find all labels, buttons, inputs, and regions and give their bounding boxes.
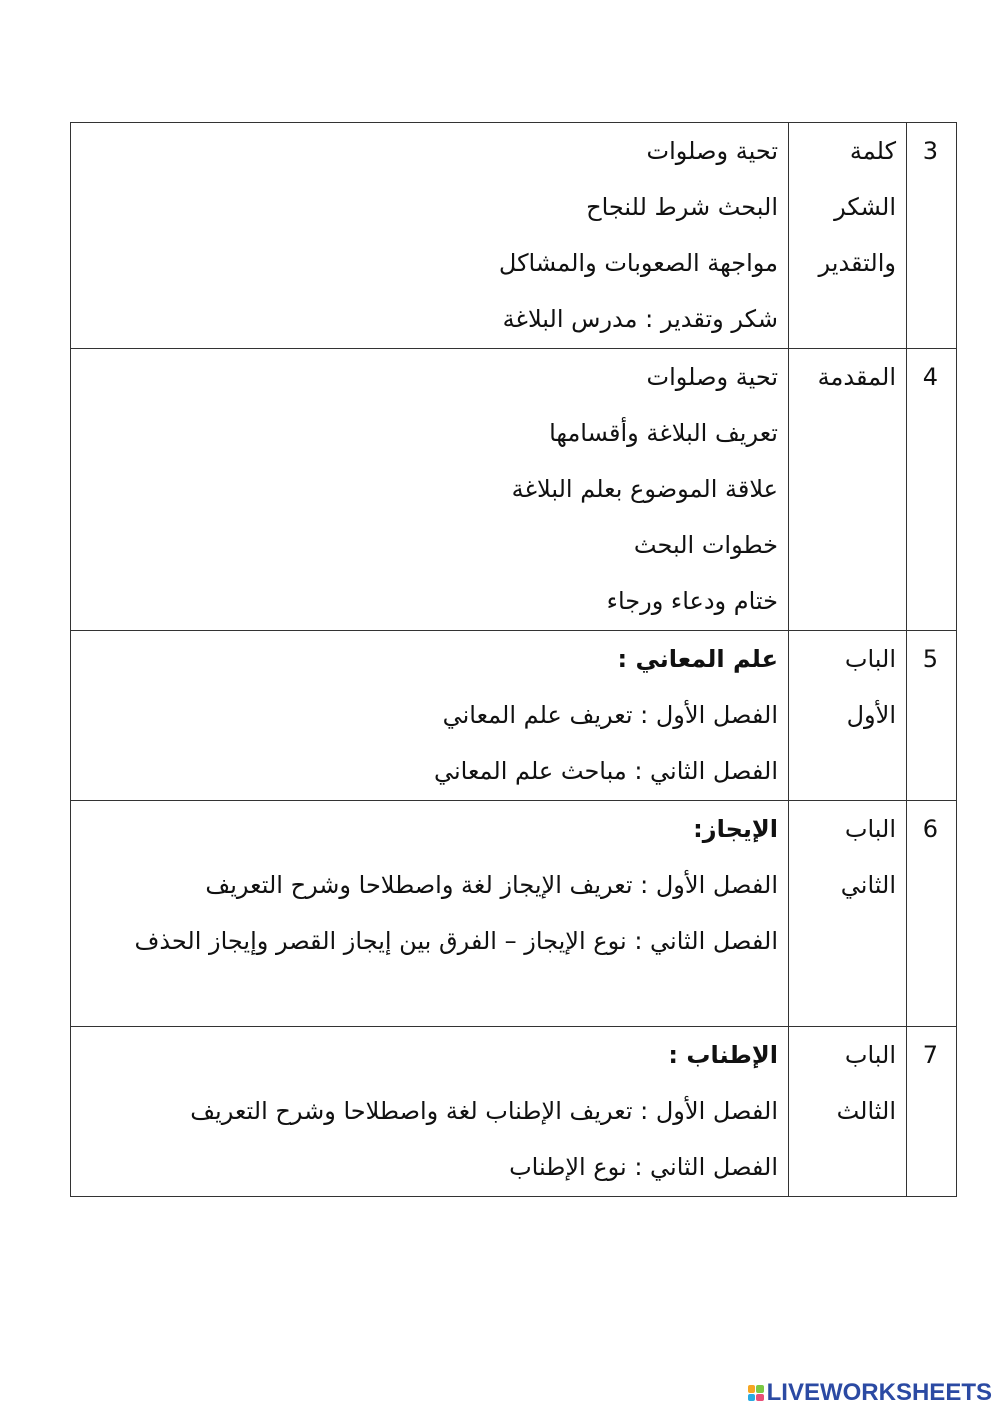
content-line: ختام ودعاء ورجاء bbox=[606, 587, 778, 615]
row-number: 4 bbox=[907, 349, 957, 631]
liveworksheets-logo-icon bbox=[748, 1385, 764, 1401]
content-line: الفصل الثاني : نوع الإيجاز – الفرق بين إيجاز القصر وإيجاز الحذف bbox=[134, 927, 778, 955]
row-number: 5 bbox=[907, 631, 957, 801]
content-line: الفصل الأول : تعريف الإطناب لغة واصطلاحا وشرح التعريف bbox=[190, 1097, 778, 1125]
content-line: خطوات البحث bbox=[633, 531, 778, 559]
row-title-line: الشكر bbox=[834, 193, 896, 221]
row-title bbox=[789, 631, 907, 801]
row-title bbox=[789, 349, 907, 631]
content-line: الفصل الثاني : نوع الإطناب bbox=[509, 1153, 778, 1181]
row-content bbox=[71, 631, 789, 801]
row-title bbox=[789, 123, 907, 349]
row-content bbox=[71, 1027, 789, 1197]
content-line: الفصل الثاني : مباحث علم المعاني bbox=[433, 757, 778, 785]
row-title-line: الثالث bbox=[836, 1097, 896, 1125]
row-title-line: والتقدير bbox=[818, 249, 896, 277]
row-title-line: كلمة bbox=[849, 137, 896, 165]
row-content bbox=[71, 349, 789, 631]
row-title-line: الباب bbox=[844, 645, 896, 673]
content-line: البحث شرط للنجاح bbox=[586, 193, 778, 221]
content-line: تعريف البلاغة وأقسامها bbox=[549, 419, 778, 447]
section-heading: الإطناب : bbox=[668, 1041, 778, 1069]
table-of-contents bbox=[70, 122, 957, 1197]
row-title bbox=[789, 1027, 907, 1197]
table-row bbox=[71, 631, 957, 801]
row-title-line: المقدمة bbox=[817, 363, 896, 391]
row-title-line: الأول bbox=[846, 701, 896, 729]
watermark-text: LIVEWORKSHEETS bbox=[766, 1379, 992, 1406]
content-line: الفصل الأول : تعريف علم المعاني bbox=[442, 701, 778, 729]
row-title-line: الباب bbox=[844, 1041, 896, 1069]
content-line: مواجهة الصعوبات والمشاكل bbox=[498, 249, 778, 277]
logo-square bbox=[748, 1394, 756, 1402]
table-row bbox=[71, 349, 957, 631]
row-title-line: الباب bbox=[844, 815, 896, 843]
content-line: تحية وصلوات bbox=[646, 137, 778, 165]
section-heading: الإيجاز: bbox=[693, 815, 778, 843]
table-row bbox=[71, 801, 957, 1027]
row-number: 6 bbox=[907, 801, 957, 1027]
row-number: 3 bbox=[907, 123, 957, 349]
content-line: الفصل الأول : تعريف الإيجاز لغة واصطلاحا وشرح التعريف bbox=[205, 871, 778, 899]
logo-square bbox=[748, 1385, 756, 1393]
section-heading: علم المعاني : bbox=[617, 645, 778, 673]
logo-square bbox=[756, 1385, 764, 1393]
logo-square bbox=[756, 1394, 764, 1402]
table-row bbox=[71, 123, 957, 349]
content-line: علاقة الموضوع بعلم البلاغة bbox=[511, 475, 778, 503]
row-number: 7 bbox=[907, 1027, 957, 1197]
row-content bbox=[71, 801, 789, 1027]
watermark bbox=[748, 1381, 992, 1405]
row-content bbox=[71, 123, 789, 349]
row-title bbox=[789, 801, 907, 1027]
row-title-line: الثاني bbox=[840, 871, 896, 899]
content-line: شكر وتقدير : مدرس البلاغة bbox=[502, 305, 778, 333]
content-line: تحية وصلوات bbox=[646, 363, 778, 391]
table-row bbox=[71, 1027, 957, 1197]
